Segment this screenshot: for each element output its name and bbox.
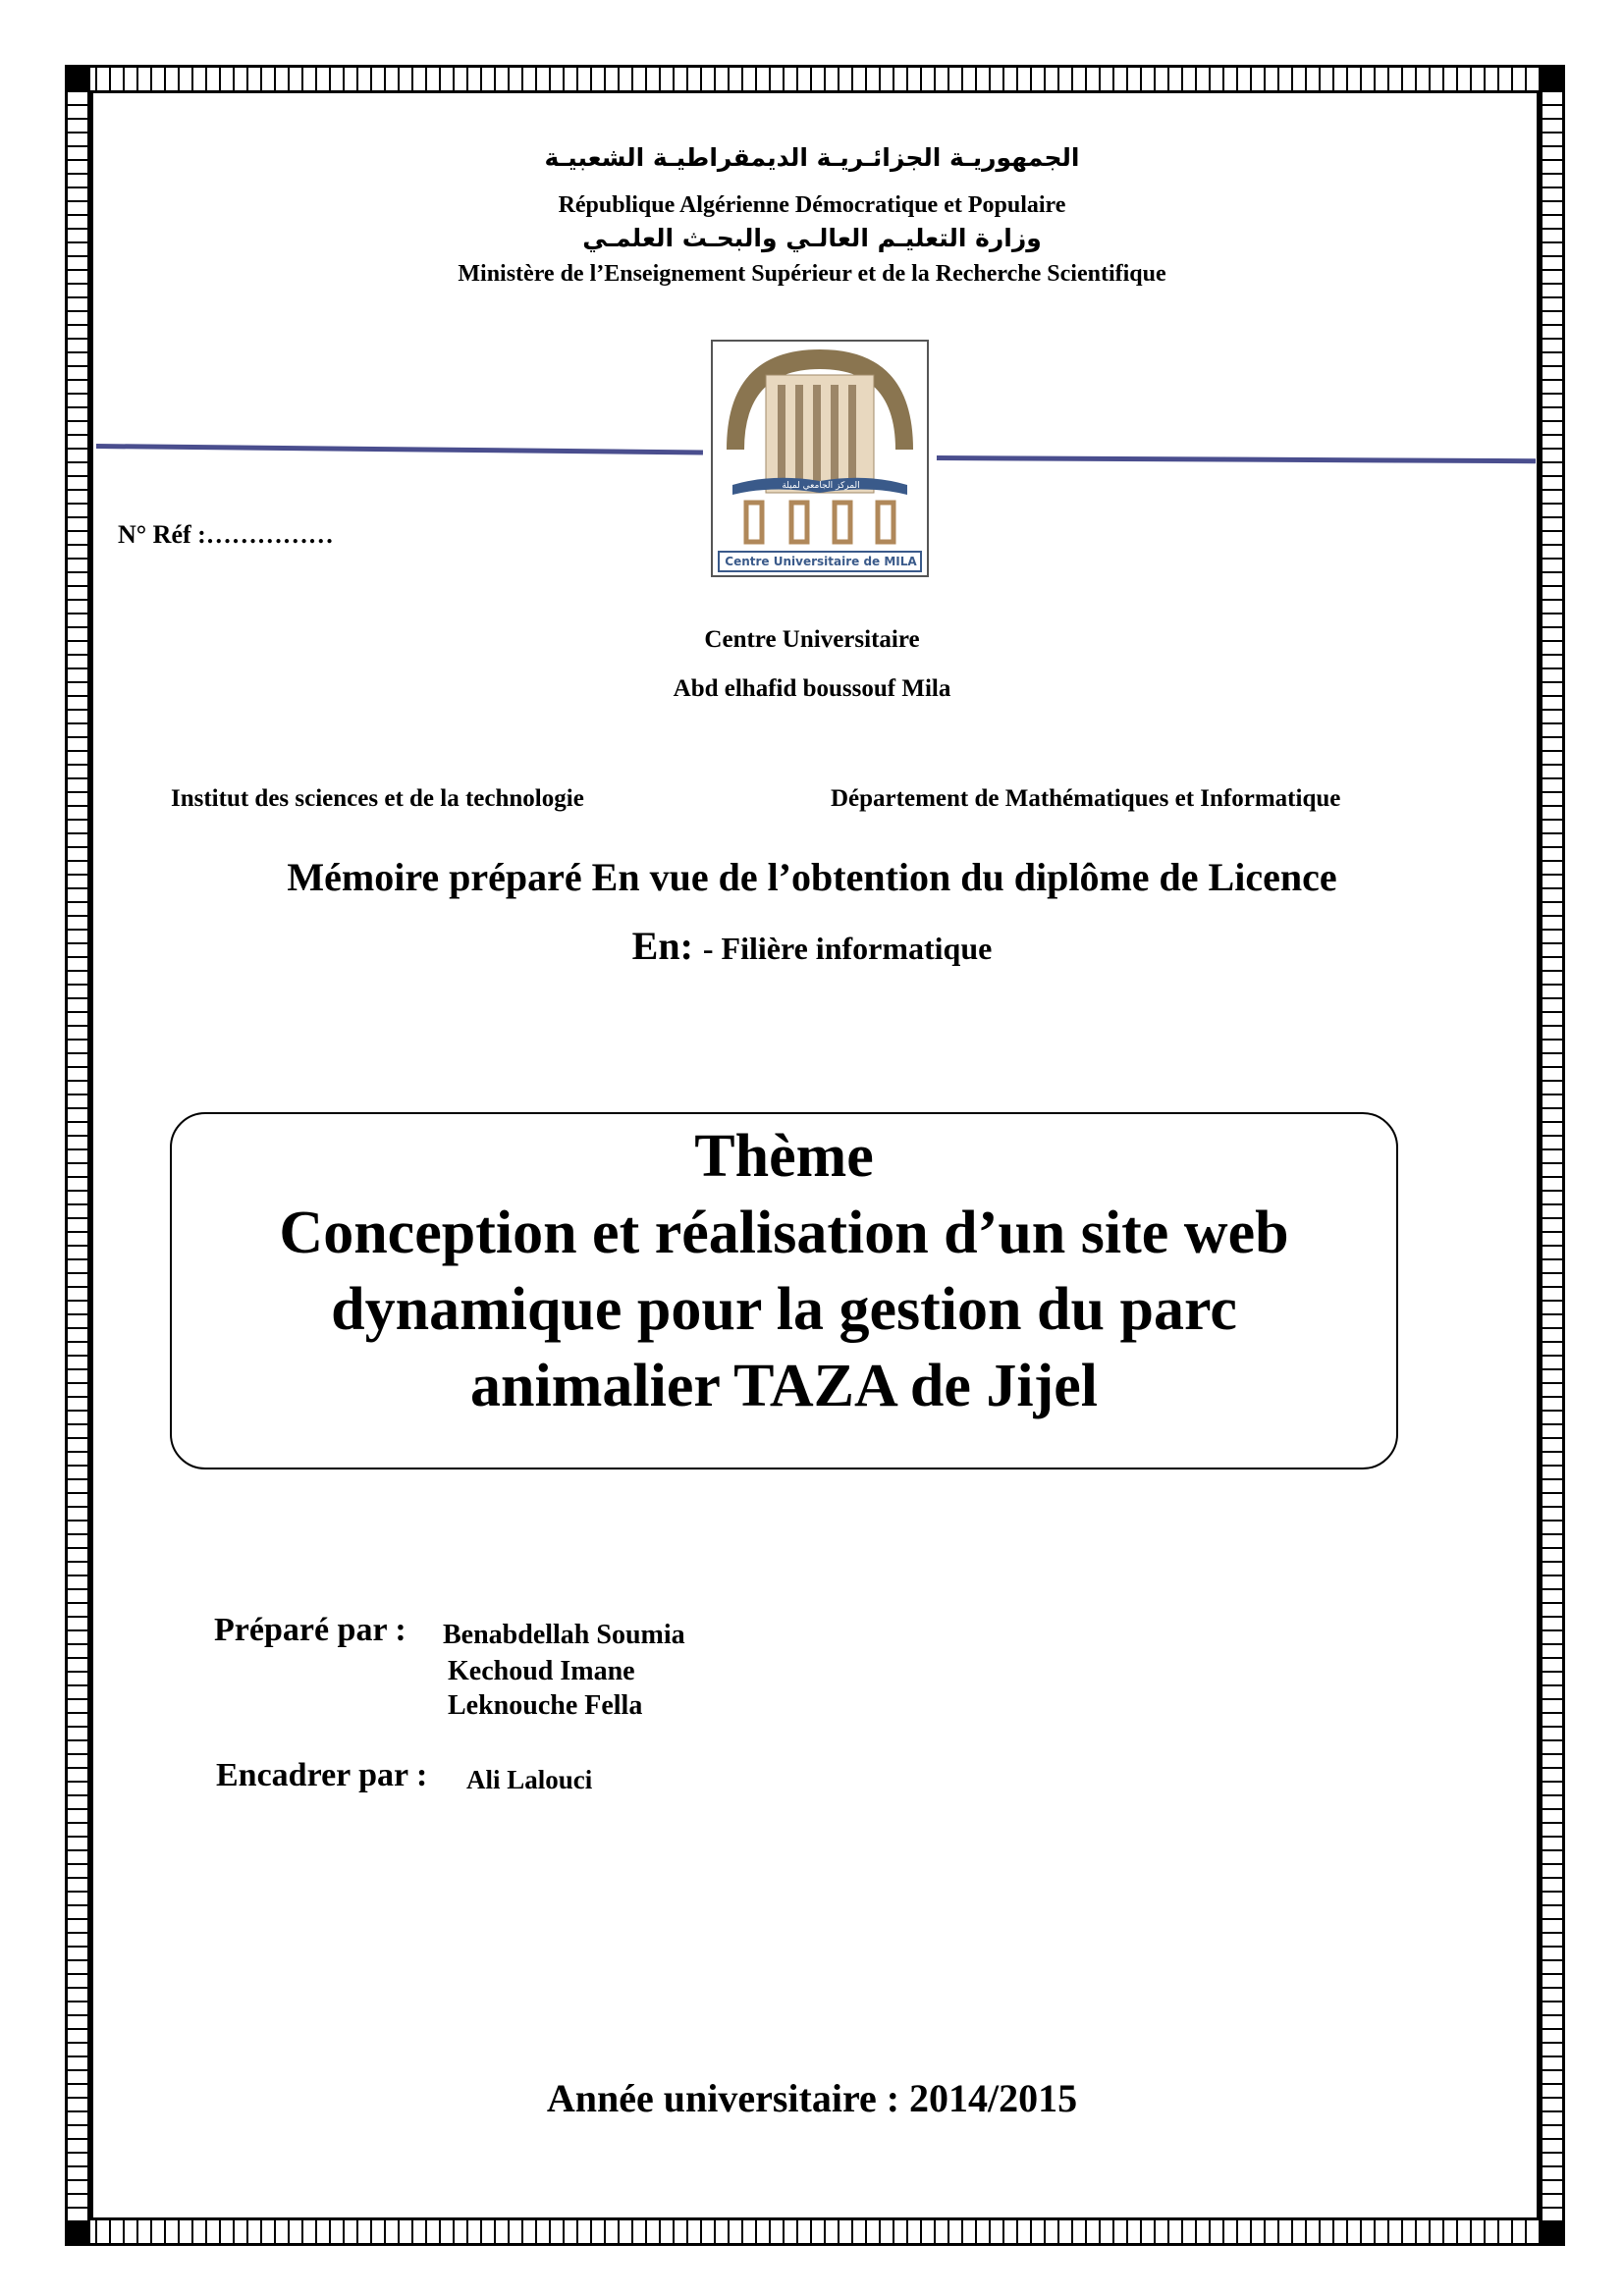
supervisor-name: Ali Lalouci <box>466 1765 593 1794</box>
academic-year: Année universitaire : 2014/2015 <box>546 2076 1078 2120</box>
header-arabic-ministry: وزارة التعليـم العالـي والبحـث العلمـي <box>582 224 1042 252</box>
university-building-icon <box>713 342 927 575</box>
header-republic: République Algérienne Démocratique et Populaire <box>558 192 1066 218</box>
page-border-left <box>65 90 90 2220</box>
institution-name: Centre Universitaire <box>704 626 920 653</box>
border-corner <box>1540 2220 1565 2246</box>
institution-location: Abd elhafid boussouf Mila <box>673 675 951 702</box>
theme-title-line-1: Conception et réalisation d’un site web <box>279 1200 1289 1266</box>
theme-label: Thème <box>694 1123 874 1190</box>
theme-title-line-2: dynamique pour la gestion du parc <box>331 1276 1237 1343</box>
author-name: Benabdellah Soumia <box>443 1620 685 1650</box>
memoire-title: Mémoire préparé En vue de l’obtention du diplôme de Licence <box>287 855 1337 899</box>
department-name: Département de Mathématiques et Informatique <box>831 785 1341 812</box>
logo-caption: Centre Universitaire de MILA <box>725 555 917 568</box>
border-corner <box>65 2220 90 2246</box>
border-corner <box>65 65 90 90</box>
reference-number: N° Réf :…………… <box>118 520 334 549</box>
logo-arabic-caption: المركز الجامعي لميلة <box>782 481 860 491</box>
theme-box <box>170 1112 1398 1469</box>
header-arabic-republic: الجمهوريـة الجزائـريـة الديمقراطيـة الشعبيـة <box>544 143 1080 172</box>
border-corner <box>1540 65 1565 90</box>
author-name: Kechoud Imane <box>448 1656 635 1686</box>
theme-title-line-3: animalier TAZA de Jijel <box>470 1353 1098 1419</box>
institute-name: Institut des sciences et de la technologie <box>171 785 584 812</box>
field-value: - Filière informatique <box>702 931 993 966</box>
university-logo <box>711 340 929 577</box>
supervisor-label: Encadrer par : <box>216 1757 428 1793</box>
memoire-field <box>0 923 1624 969</box>
author-name: Leknouche Fella <box>448 1690 643 1721</box>
header-ministry: Ministère de l’Enseignement Supérieur et de la Recherche Scientifique <box>458 261 1166 287</box>
page-border-right <box>1540 90 1565 2220</box>
authors-label: Préparé par : <box>214 1612 406 1648</box>
field-label: En: <box>631 924 703 968</box>
